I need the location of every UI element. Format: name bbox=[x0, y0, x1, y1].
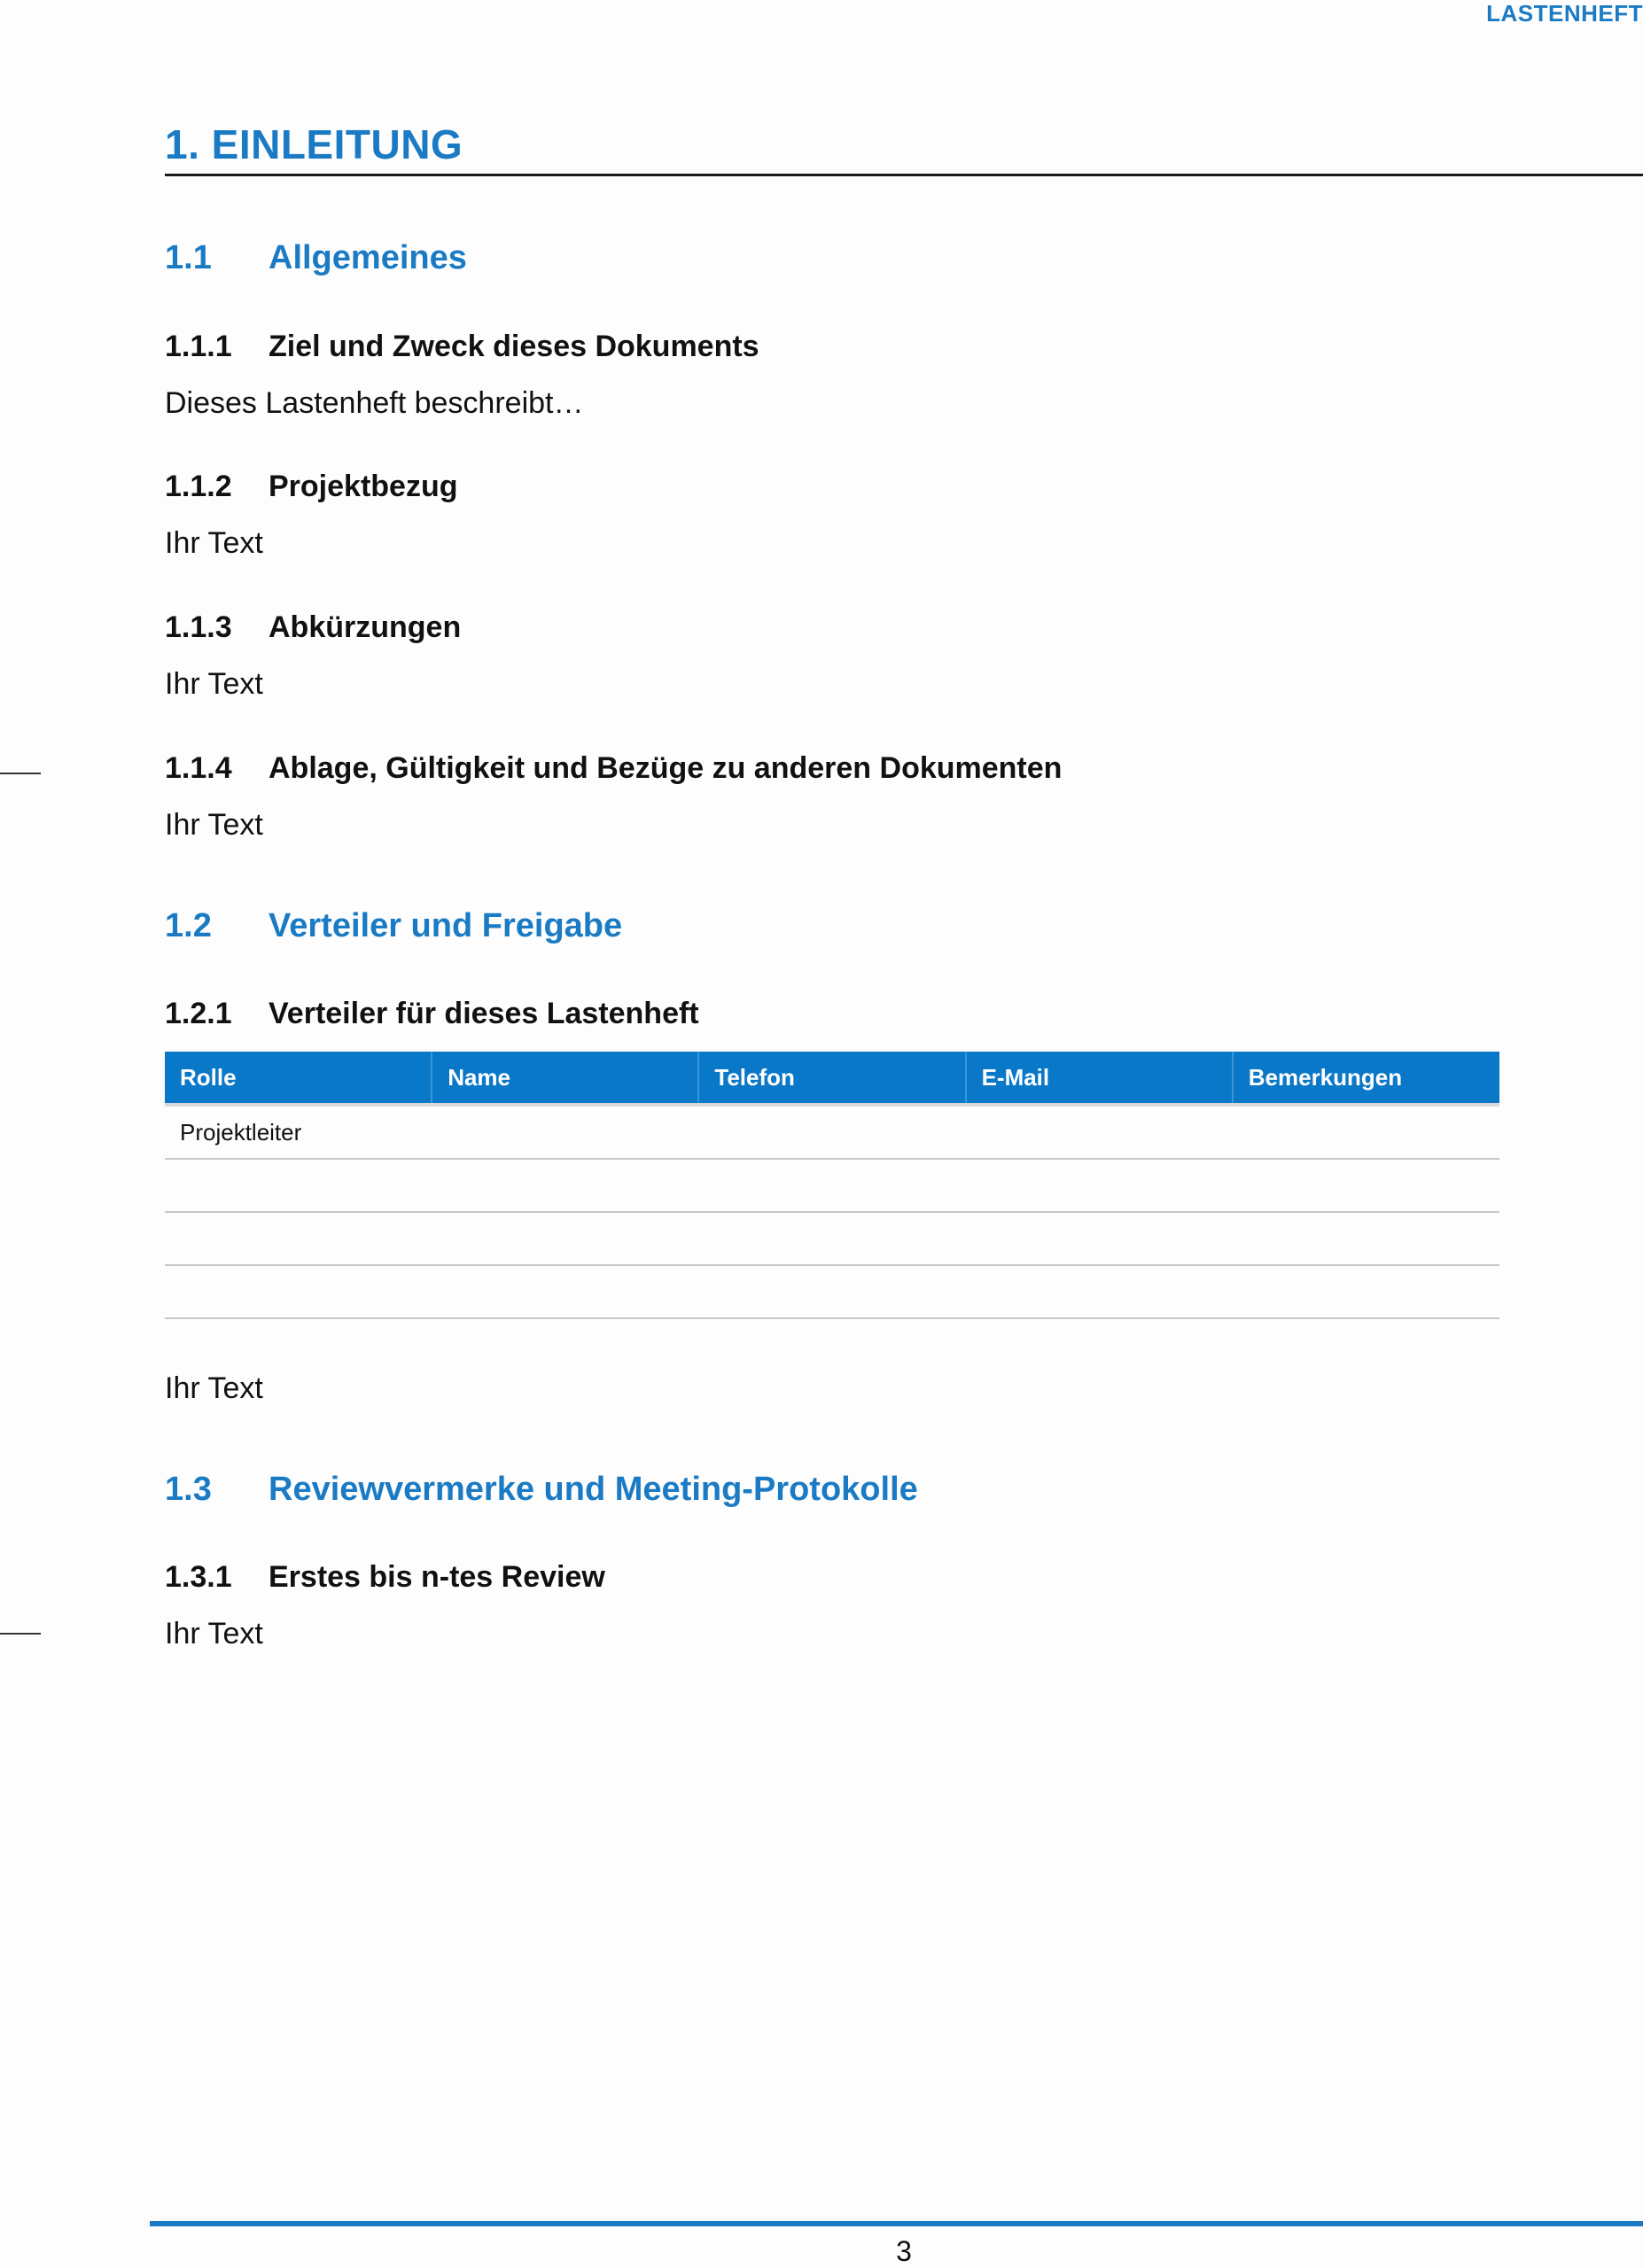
section-heading-reviewvermerke bbox=[165, 1471, 918, 1509]
table-cell bbox=[165, 1265, 432, 1318]
table-cell: Projektleiter bbox=[165, 1105, 432, 1159]
subsection-title: Abkürzungen bbox=[269, 610, 462, 644]
column-header-name: Name bbox=[432, 1052, 698, 1105]
section-title: Verteiler und Freigabe bbox=[269, 907, 623, 944]
table-row bbox=[165, 1212, 1499, 1265]
table-cell bbox=[698, 1159, 965, 1212]
table-cell bbox=[966, 1265, 1233, 1318]
chapter-heading bbox=[165, 120, 1643, 176]
subsection-number: 1.1.4 bbox=[165, 751, 232, 785]
table-cell bbox=[966, 1105, 1233, 1159]
table-cell bbox=[432, 1105, 698, 1159]
subsection-heading-abkuerzungen bbox=[165, 610, 461, 645]
subsection-title: Verteiler für dieses Lastenheft bbox=[269, 997, 699, 1030]
table-cell bbox=[1233, 1265, 1499, 1318]
table-cell bbox=[165, 1212, 432, 1265]
section-number: 1.3 bbox=[165, 1471, 212, 1508]
table-cell bbox=[966, 1159, 1233, 1212]
table-cell bbox=[966, 1212, 1233, 1265]
table-header-row bbox=[165, 1052, 1499, 1105]
column-header-telefon: Telefon bbox=[698, 1052, 965, 1105]
column-header-bemerkungen: Bemerkungen bbox=[1233, 1052, 1499, 1105]
section-heading-allgemeines bbox=[165, 239, 467, 277]
page-number: 3 bbox=[896, 2235, 912, 2267]
subsection-number: 1.3.1 bbox=[165, 1560, 232, 1594]
subsection-title: Ziel und Zweck dieses Dokuments bbox=[269, 330, 759, 363]
section-number: 1.1 bbox=[165, 239, 212, 276]
table-cell bbox=[1233, 1159, 1499, 1212]
subsection-heading-verteiler bbox=[165, 997, 699, 1031]
footer-rule bbox=[150, 2221, 1643, 2226]
table-cell bbox=[698, 1105, 965, 1159]
table-cell bbox=[1233, 1105, 1499, 1159]
margin-change-bar bbox=[0, 1633, 41, 1635]
chapter-title: 1. EINLEITUNG bbox=[165, 121, 463, 167]
section-number: 1.2 bbox=[165, 907, 212, 944]
table-cell bbox=[432, 1212, 698, 1265]
body-paragraph: Ihr Text bbox=[165, 808, 263, 842]
body-paragraph: Ihr Text bbox=[165, 1371, 263, 1405]
column-header-rolle: Rolle bbox=[165, 1052, 432, 1105]
table-row bbox=[165, 1265, 1499, 1318]
section-heading-verteiler-und-freigabe bbox=[165, 907, 622, 945]
subsection-heading-ablage bbox=[165, 751, 1062, 786]
subsection-title: Ablage, Gültigkeit und Bezüge zu anderen Dokumenten bbox=[269, 751, 1063, 785]
margin-change-bar bbox=[0, 773, 41, 774]
table-row bbox=[165, 1105, 1499, 1159]
subsection-number: 1.1.3 bbox=[165, 610, 232, 644]
section-title: Reviewvermerke und Meeting-Protokolle bbox=[269, 1471, 918, 1508]
distribution-table bbox=[165, 1052, 1499, 1319]
table-cell bbox=[165, 1159, 432, 1212]
table-cell bbox=[1233, 1212, 1499, 1265]
table-cell bbox=[432, 1265, 698, 1318]
section-title: Allgemeines bbox=[269, 239, 467, 276]
running-header: LASTENHEFT bbox=[1486, 0, 1643, 27]
body-paragraph: Ihr Text bbox=[165, 1617, 263, 1651]
subsection-number: 1.1.1 bbox=[165, 330, 232, 363]
body-paragraph: Dieses Lastenheft beschreibt… bbox=[165, 386, 584, 420]
table-cell bbox=[698, 1212, 965, 1265]
table-cell bbox=[698, 1265, 965, 1318]
subsection-title: Projektbezug bbox=[269, 470, 458, 503]
subsection-title: Erstes bis n-tes Review bbox=[269, 1560, 605, 1594]
subsection-heading-ziel-und-zweck bbox=[165, 330, 759, 364]
body-paragraph: Ihr Text bbox=[165, 526, 263, 560]
subsection-number: 1.1.2 bbox=[165, 470, 232, 503]
column-header-email: E-Mail bbox=[966, 1052, 1233, 1105]
subsection-heading-projektbezug bbox=[165, 470, 457, 504]
table-row bbox=[165, 1159, 1499, 1212]
body-paragraph: Ihr Text bbox=[165, 667, 263, 701]
subsection-heading-review bbox=[165, 1560, 605, 1595]
subsection-number: 1.2.1 bbox=[165, 997, 232, 1030]
table-cell bbox=[432, 1159, 698, 1212]
